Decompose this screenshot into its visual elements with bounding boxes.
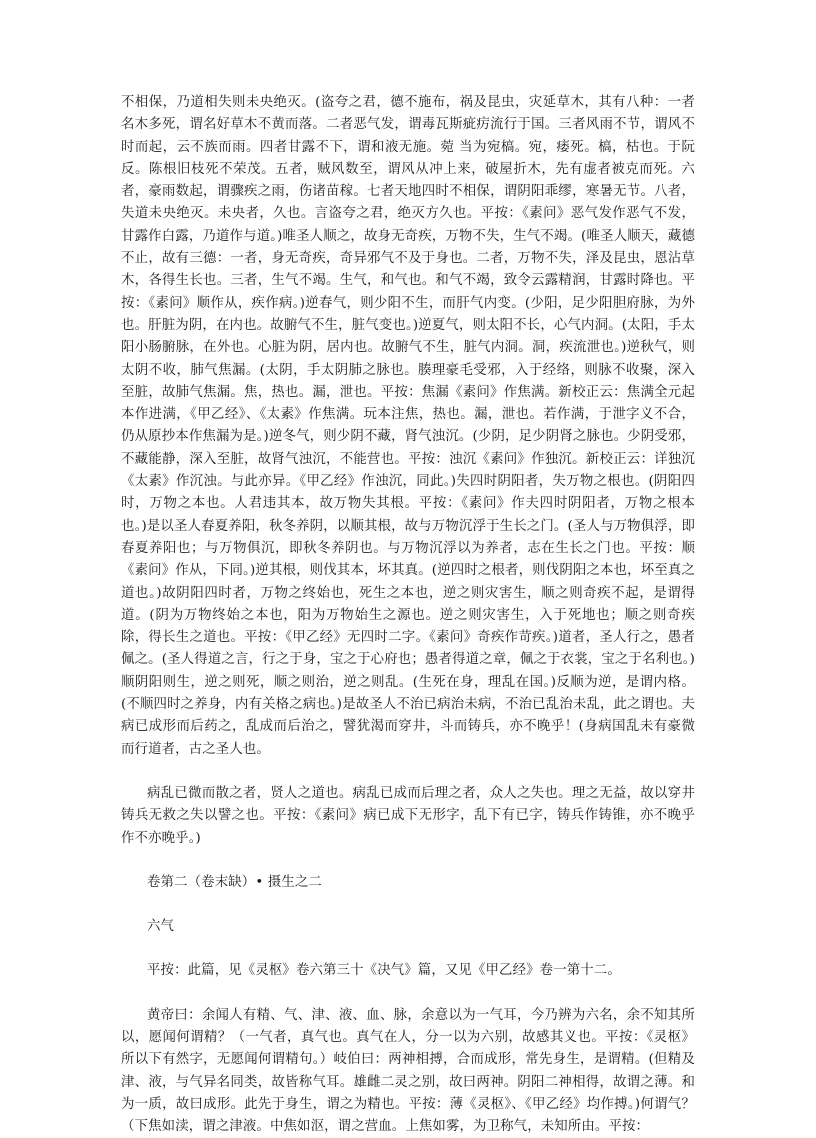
section-heading: 六气 bbox=[147, 919, 175, 935]
document-body bbox=[121, 92, 695, 1138]
editor-note: 平按：此篇，见《灵枢》卷六第三十《决气》篇，又见《甲乙经》卷一第十二。 bbox=[147, 963, 621, 979]
chapter-heading: 卷第二（卷末缺）• 摄生之二 bbox=[147, 874, 322, 890]
paragraph: 病乱已微而散之者，贤人之道也。病乱已成而后理之者，众人之失也。理之无益，故以穿井铸兵无救之失以譬之也。平按：《素问》病已成下无形字，乱下有已字，铸兵作铸锥，亦不晚乎作不亦晚乎。) bbox=[121, 785, 695, 846]
paragraph-continuation: 不相保，乃道相失则未央绝灭。(盗夸之君，德不施布，祸及昆虫，灾延草木，其有八种：一者名木多死，谓名好草木不黄而落。二者恶气发，谓毒瓦斯疵疠流行于国。三者风雨不节，谓风不时而起，云不族而雨。四者甘露不下，谓和液无施。菀 当为宛槁。宛，痿死。槁，枯也。于阮反。陈根旧枝死不荣茂。五者，贼风数至，谓风从冲上来，破屋折木，先有虚者被克而死。六者，豪雨数起，谓骤疾之雨，伤诸苗稼。七者天地四时不相保，谓阴阳乖缪，寒暑无节。八者，失道未央绝灭。未央者，久也。言盗夸之君，绝灭方久也。平按：《素问》恶气发作恶气不发，甘露作白露，乃道作与道。)唯圣人顺之，故身无奇疾，万物不失，生气不竭。(唯圣人顺天，藏德不止，故有三德：一者，身无奇疾，奇异邪气不及于身也。二者，万物不失，泽及昆虫，恩沾草木，各得生长也。三者，生气不竭。生气，和气也。和气不竭，致令云露精润，甘露时降也。平按：《素问》顺作从，疾作病。)逆春气，则少阳不生，而肝气内变。(少阳，足少阳胆府脉，为外也。肝脏为阴，在内也。故腑气不生，脏气变也。)逆夏气，则太阳不长，心气内洞。(太阳，手太阳小肠腑脉，在外也。心脏为阴，居内也。故腑气不生，脏气内洞。洞，疾流泄也。)逆秋气，则太阴不收，肺气焦漏。(太阴，手太阴肺之脉也。腠理豪毛受邪，入于经络，则脉不收聚，深入至脏，故肺气焦漏。焦，热也。漏，泄也。平按：焦漏《素问》作焦满。新校正云：焦满全元起本作进满，《甲乙经》、《太素》作焦满。玩本注焦，热也。漏，泄也。若作满，于泄字义不合，仍从原抄本作焦漏为是。)逆冬气，则少阴不藏，肾气浊沉。(少阴，足少阴肾之脉也。少阴受邪，不藏能静，深入至脏，故肾气浊沉，不能营也。平按：浊沉《素问》作独沉。新校正云：详独沉《太素》作沉浊。与此亦异。《甲乙经》作浊沉，同此。)失四时阴阳者，失万物之根也。(阴阳四时，万物之本也。人君违其本，故万物失其根。平按：《素问》作夫四时阴阳者，万物之根本也。)是以圣人春夏养阳，秋冬养阴，以顺其根，故与万物沉浮于生长之门。(圣人与万物俱浮，即春夏养阳也；与万物俱沉，即秋冬养阴也。与万物沉浮以为养者，志在生长之门也。平按：顺《素问》作从，下同。)逆其根，则伐其本，坏其真。(逆四时之根者，则伐阴阳之本也，坏至真之道也。)故阴阳四时者，万物之终始也，死生之本也，逆之则灾害生，顺之则奇疾不起，是谓得道。(阴为万物终始之本也，阳为万物始生之源也。逆之则灾害生，入于死地也；顺之则奇疾除，得长生之道也。平按：《甲乙经》无四时二字。《素问》奇疾作苛疾。)道者，圣人行之，愚者佩之。(圣人得道之言，行之于身，宝之于心府也；愚者得道之章，佩之于衣裳，宝之于名利也。)顺阴阳则生，逆之则死，顺之则治，逆之则乱。(生死在身，理乱在国。)反顺为逆，是谓内格。(不顺四时之养身，内有关格之病也。)是故圣人不治已病治未病，不治已乱治未乱，此之谓也。夫病已成形而后药之，乱成而后治之，譬犹渴而穿井，斗而铸兵，亦不晚乎！(身病国乱未有豪微而行道者，古之圣人也。 bbox=[121, 95, 695, 757]
paragraph: 黄帝曰：余闻人有精、气、津、液、血、脉，余意以为一气耳，今乃辨为六名，余不知其所以，愿闻何谓精？（一气者，真气也。真气在人，分一以为六别，故感其义也。平按：《灵枢》所以下有然字，无愿闻何谓精句。）岐伯曰：两神相搏，合而成形，常先身生，是谓精。(但精及津、液，与气异名同类，故皆称气耳。雄雌二灵之别，故曰两神。阴阳二神相得，故谓之薄。和为一质，故曰成形。此先于身生，谓之为精也。平按：薄《灵枢》、《甲乙经》均作搏。)何谓气？（下焦如渎，谓之津液。中焦如沤，谓之营血。上焦如雾，为卫称气，未知所由。平按： bbox=[121, 1007, 695, 1135]
